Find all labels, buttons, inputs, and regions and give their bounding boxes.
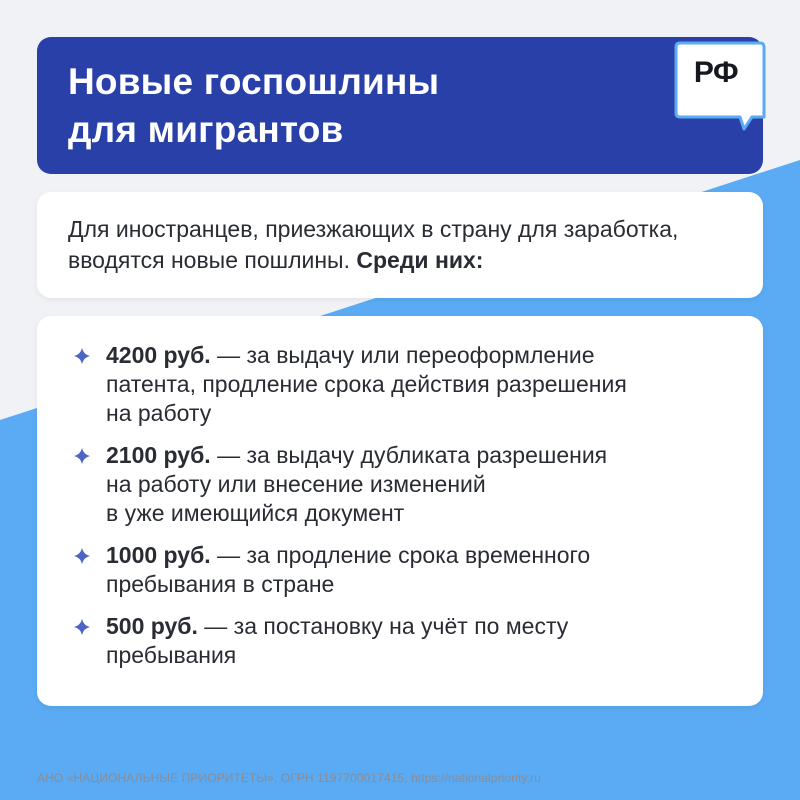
diamond-bullet-icon (73, 547, 91, 565)
fee-amount: 500 руб. (106, 613, 198, 639)
fee-description: — за выдачу или переоформление патента, продление срока действия разрешения на работу (106, 342, 627, 426)
list-item (70, 341, 740, 428)
intro-bold: Среди них: (356, 247, 484, 273)
intro-sentence: Для иностранцев, приезжающих в страну для заработка, вводятся новые пошлины. (68, 216, 679, 273)
page-title: Новые госпошлины для мигрантов (68, 61, 440, 150)
fees-list (70, 341, 740, 683)
fee-amount: 1000 руб. (106, 542, 211, 568)
list-item (70, 441, 740, 528)
fee-amount: 4200 руб. (106, 342, 211, 368)
fee-description: — за постановку на учёт по месту пребывания (106, 613, 569, 668)
logo-text: РФ (693, 56, 739, 89)
fee-description: — за продление срока временного пребывания в стране (106, 542, 591, 597)
fee-amount: 2100 руб. (106, 442, 211, 468)
footer-credits: АНО «НАЦИОНАЛЬНЫЕ ПРИОРИТЕТЫ», ОГРН 1197700017415, https://nationalpriority.ru (37, 771, 542, 785)
list-item (70, 612, 740, 670)
diamond-bullet-icon (73, 618, 91, 636)
list-item (70, 541, 740, 599)
diamond-bullet-icon (73, 347, 91, 365)
diamond-bullet-icon (73, 447, 91, 465)
intro-text (68, 214, 728, 276)
fee-description: — за выдачу дубликата разрешения на работу или внесение изменений в уже имеющийся документ (106, 442, 608, 526)
